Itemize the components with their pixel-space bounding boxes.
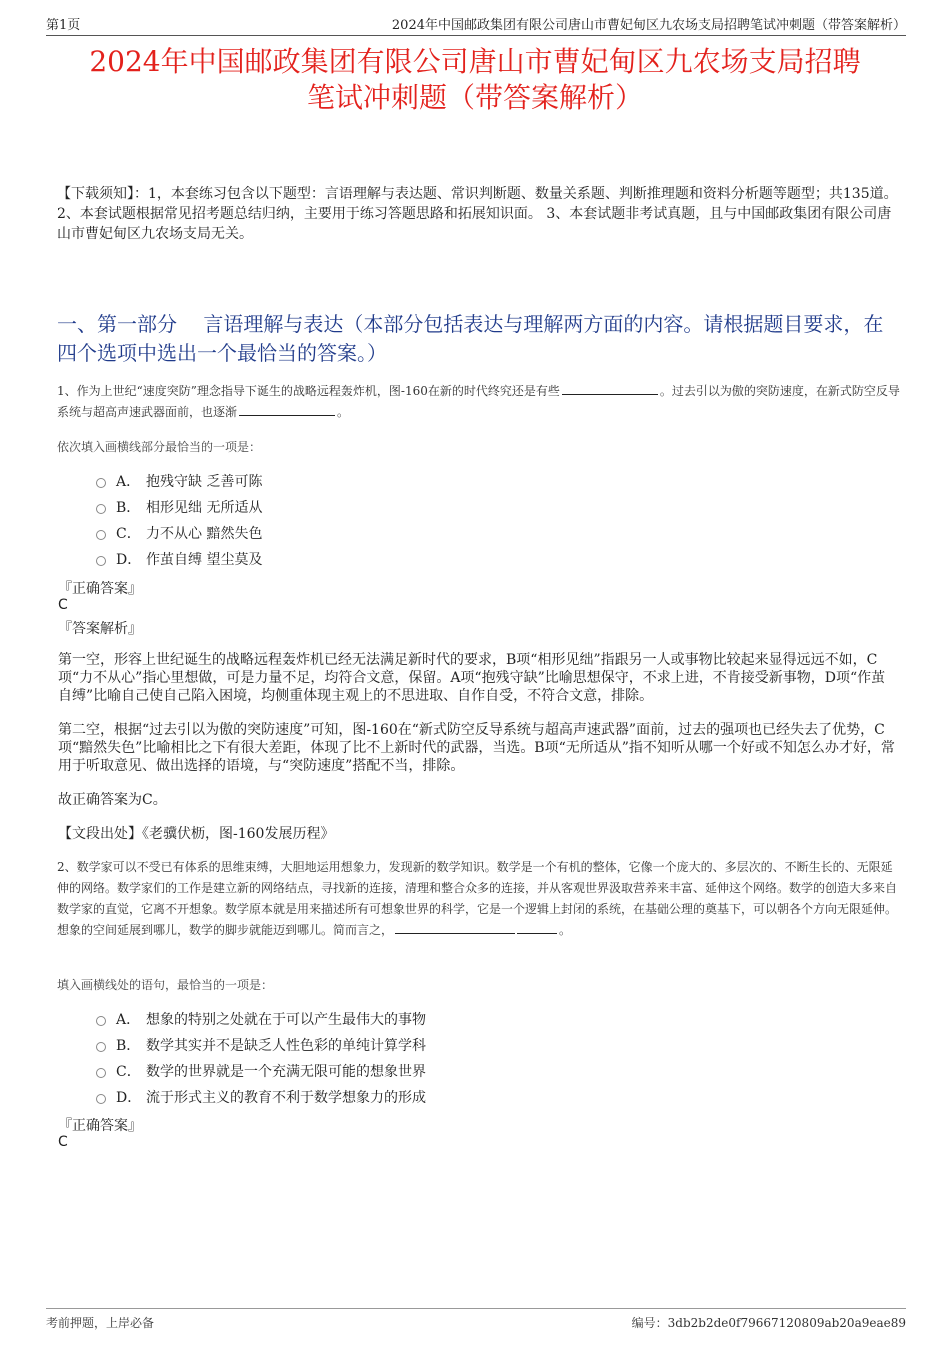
blank-line xyxy=(517,922,557,934)
analysis-conclusion: 故正确答案为C。 xyxy=(58,792,167,808)
correct-answer: C xyxy=(58,597,68,613)
option-b[interactable]: B． 数学其实并不是缺乏人性色彩的单纯计算学科 xyxy=(96,1032,426,1058)
blank-line xyxy=(239,404,335,416)
document-title xyxy=(50,44,900,116)
section-heading: 一、第一部分 言语理解与表达（本部分包括表达与理解两方面的内容。请根据题目要求，在四个选项中选出一个最恰当的答案。） xyxy=(57,312,884,365)
question-1-options xyxy=(96,468,262,572)
page-number: 第1页 xyxy=(46,18,81,33)
option-d[interactable]: D． 流于形式主义的教育不利于数学想象力的形成 xyxy=(96,1084,426,1110)
correct-answer: C xyxy=(58,1134,68,1150)
option-a[interactable]: A． 抱残守缺 乏善可陈 xyxy=(96,468,262,494)
option-a[interactable]: A． 想象的特别之处就在于可以产生最伟大的事物 xyxy=(96,1006,426,1032)
blank-line xyxy=(562,383,658,395)
radio-icon[interactable] xyxy=(96,530,106,540)
correct-answer-label: 『正确答案』 xyxy=(58,1118,142,1134)
footer-divider xyxy=(46,1308,906,1309)
source-citation: 【文段出处】《老骥伏枥，图-160发展历程》 xyxy=(58,826,335,842)
option-d[interactable]: D． 作茧自缚 望尘莫及 xyxy=(96,546,262,572)
analysis-paragraph-1: 第一空，形容上世纪诞生的战略远程轰炸机已经无法满足新时代的要求，B项“相形见绌”指跟另一人或事物比较起来显得远远不如，C项“力不从心”指心里想做，可是力量不足，均符合文意，保留。A项“抱残守缺”比喻思想保守，不求上进，不肯接受新事物，D项“作茧自缚”比喻自己使自己陷入困境，均侧重体现主观上的不思进取、自作自受，不符合文意，排除。 xyxy=(58,652,886,704)
title-line-1: 2024年中国邮政集团有限公司唐山市曹妃甸区九农场支局招聘 xyxy=(89,45,861,78)
footer-left-text: 考前押题，上岸必备 xyxy=(46,1316,155,1330)
page-header xyxy=(46,12,906,36)
blank-line xyxy=(395,922,515,934)
question-1-prompt: 依次填入画横线部分最恰当的一项是： xyxy=(57,440,262,454)
radio-icon[interactable] xyxy=(96,1042,106,1052)
option-c[interactable]: C． 数学的世界就是一个充满无限可能的想象世界 xyxy=(96,1058,426,1084)
download-notice: 【下载须知】：1，本套练习包含以下题型：言语理解与表达题、常识判断题、数量关系题、判断推理题和资料分析题等题型；共135道。 2、本套试题根据常见招考题总结归纳，主要用于练习答题思路和拓展知识面。 3、本套试题非考试真题，且与中国邮政集团有限公司唐山市曹妃甸区九农场支局无关。 xyxy=(57,186,898,242)
radio-icon[interactable] xyxy=(96,1016,106,1026)
radio-icon[interactable] xyxy=(96,1068,106,1078)
question-2-prompt: 填入画横线处的语句，最恰当的一项是： xyxy=(57,978,274,992)
question-2-stem: 2、数学家可以不受已有体系的思维束缚，大胆地运用想象力，发现新的数学知识。数学是一个有机的整体，它像一个庞大的、多层次的、不断生长的、无限延伸的网络。数学家们的工作是建立新的网络结点，寻找新的连接，清理和整合众多的连接，并从客观世界汲取营养来丰富、延伸这个网络。数学的创造大多来自数学家的直觉，它离不开想象。数学原本就是用来描述所有可想象世界的科学，它是一个逻辑上封闭的系统，在基础公理的奠基下，可以朝各个方向无限延伸。想象的空间延展到哪儿，数学的脚步就能迈到哪儿。简而言之， 。 xyxy=(57,860,898,937)
analysis-label: 『答案解析』 xyxy=(58,621,142,637)
radio-icon[interactable] xyxy=(96,1094,106,1104)
question-2-options xyxy=(96,1006,426,1110)
title-line-2: 笔试冲刺题（带答案解析） xyxy=(306,81,643,114)
option-b[interactable]: B． 相形见绌 无所适从 xyxy=(96,494,262,520)
footer-code: 编号：3db2b2de0f79667120809ab20a9eae89 xyxy=(631,1316,906,1330)
correct-answer-label: 『正确答案』 xyxy=(58,581,142,597)
option-c[interactable]: C． 力不从心 黯然失色 xyxy=(96,520,262,546)
radio-icon[interactable] xyxy=(96,504,106,514)
radio-icon[interactable] xyxy=(96,478,106,488)
question-1-stem: 1、作为上世纪“速度突防”理念指导下诞生的战略远程轰炸机，图-160在新的时代终究还是有些 。过去引以为傲的突防速度，在新式防空反导系统与超高声速武器面前，也逐渐 。 xyxy=(57,384,900,419)
radio-icon[interactable] xyxy=(96,556,106,566)
analysis-paragraph-2: 第二空，根据“过去引以为傲的突防速度”可知，图-160在“新式防空反导系统与超高声速武器”面前，过去的强项也已经失去了优势，C项“黯然失色”比喻相比之下有很大差距，体现了比不上新时代的武器，当选。B项“无所适从”指不知听从哪一个好或不知怎么办才好，常用于听取意见、做出选择的语境，与“突防速度”搭配不当，排除。 xyxy=(58,722,895,774)
header-title: 2024年中国邮政集团有限公司唐山市曹妃甸区九农场支局招聘笔试冲刺题（带答案解析） xyxy=(391,18,906,33)
